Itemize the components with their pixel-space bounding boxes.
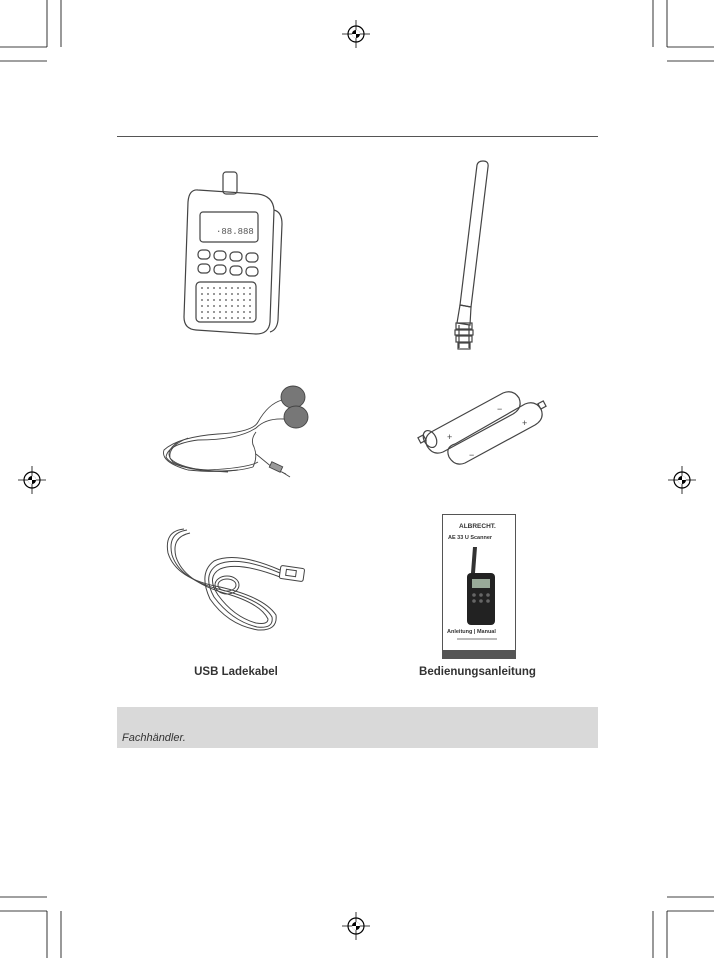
manual-scanner-photo-image [461, 547, 501, 627]
manual-product: AE 33 U Scanner [448, 535, 493, 541]
manual-brand: ALBRECHT. [459, 523, 496, 530]
notice-text: Fachhändler. [122, 732, 186, 744]
manual-caption: Bedienungsanleitung [419, 666, 536, 678]
svg-text:−: − [497, 404, 503, 414]
registration-target-icon [17, 465, 47, 495]
scanner-device-image [178, 172, 288, 337]
usb-cable-image [162, 525, 312, 635]
manual-cover [442, 514, 516, 659]
notice-box [117, 707, 598, 748]
manual-title: Anleitung | Manual [447, 629, 496, 635]
batteries-image [415, 388, 565, 468]
registration-target-icon [341, 911, 371, 941]
antenna-image [445, 157, 505, 357]
header-rule [117, 136, 598, 137]
svg-text:−: − [469, 450, 475, 460]
earphones-image [158, 382, 318, 482]
usb-cable-caption: USB Ladekabel [194, 666, 278, 678]
registration-target-icon [341, 19, 371, 49]
registration-target-icon [667, 465, 697, 495]
manual-subtitle-lines [457, 638, 497, 640]
svg-text:+: + [447, 432, 453, 442]
svg-text:+: + [522, 418, 528, 428]
manual-footer-bar [443, 650, 515, 658]
svg-text:·88.888: ·88.888 [216, 227, 254, 237]
